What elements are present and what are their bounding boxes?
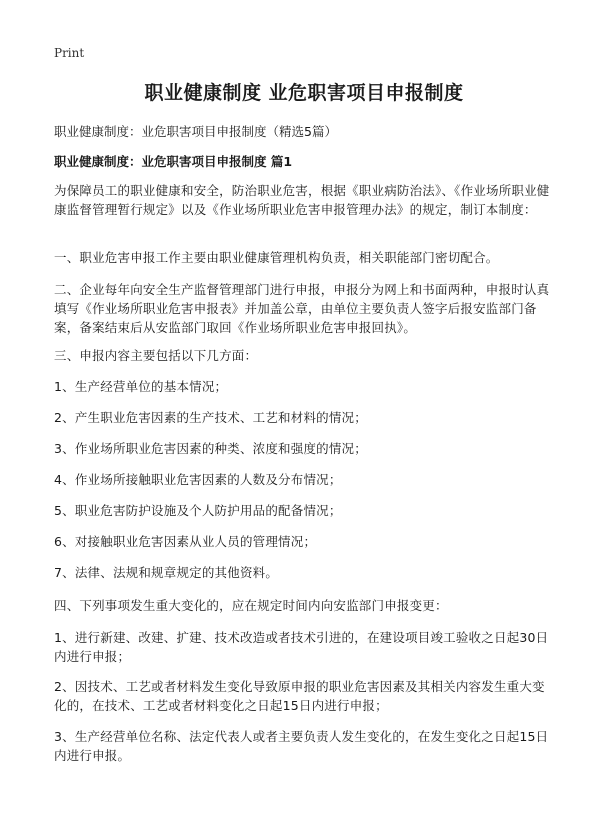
list-item: 2、产生职业危害因素的生产技术、工艺和材料的情况； [54,410,367,425]
list-item: 3、生产经营单位名称、法定代表人或者主要负责人发生变化的，在发生变化之日起15日内进行申报。 [54,729,549,763]
list-item: 2、因技术、工艺或者材料发生变化导致原申报的职业危害因素及其相关内容发生重大变化的，在技术、工艺或者材料变化之日起15日内进行申报； [54,679,545,713]
list-item: 6、对接触职业危害因素从业人员的管理情况； [54,534,317,549]
intro-paragraph: 为保障员工的职业健康和安全，防治职业危害，根据《职业病防治法》、《作业场所职业健康监督管理暂行规定》以及《作业场所职业危害申报管理办法》的规定，制订本制度： [54,183,550,217]
list-item: 4、作业场所接触职业危害因素的人数及分布情况； [54,472,342,487]
list-item: 7、法律、法规和规章规定的其他资料。 [54,565,279,580]
document-subtitle: 职业健康制度：业危职害项目申报制度（精选5篇） [54,124,337,139]
clause-1-paragraph: 一、职业危害申报工作主要由职业健康管理机构负责，相关职能部门密切配合。 [54,250,499,265]
section-heading: 职业健康制度：业危职害项目申报制度 篇1 [54,154,293,169]
clause-4-paragraph: 四、下列事项发生重大变化的，应在规定时间内向安监部门申报变更： [54,598,448,613]
list-item: 1、进行新建、改建、扩建、技术改造或者技术引进的，在建设项目竣工验收之日起30日内进行申报； [54,630,549,664]
clause-3-paragraph: 三、申报内容主要包括以下几方面： [54,348,258,363]
print-label: Print [54,46,85,60]
list-item: 3、作业场所职业危害因素的种类、浓度和强度的情况； [54,441,367,456]
list-item: 1、生产经营单位的基本情况； [54,379,228,394]
document-title: 职业健康制度 业危职害项目申报制度 [144,82,464,104]
list-item: 5、职业危害防护设施及个人防护用品的配备情况； [54,503,342,518]
clause-2-paragraph: 二、企业每年向安全生产监督管理部门进行申报，申报分为网上和书面两种，申报时认真填写《作业场所职业危害申报表》并加盖公章，由单位主要负责人签字后报安监部门备案，备案结束后从安监部门取回《作业场所职业危害申报回执》。 [54,282,550,335]
